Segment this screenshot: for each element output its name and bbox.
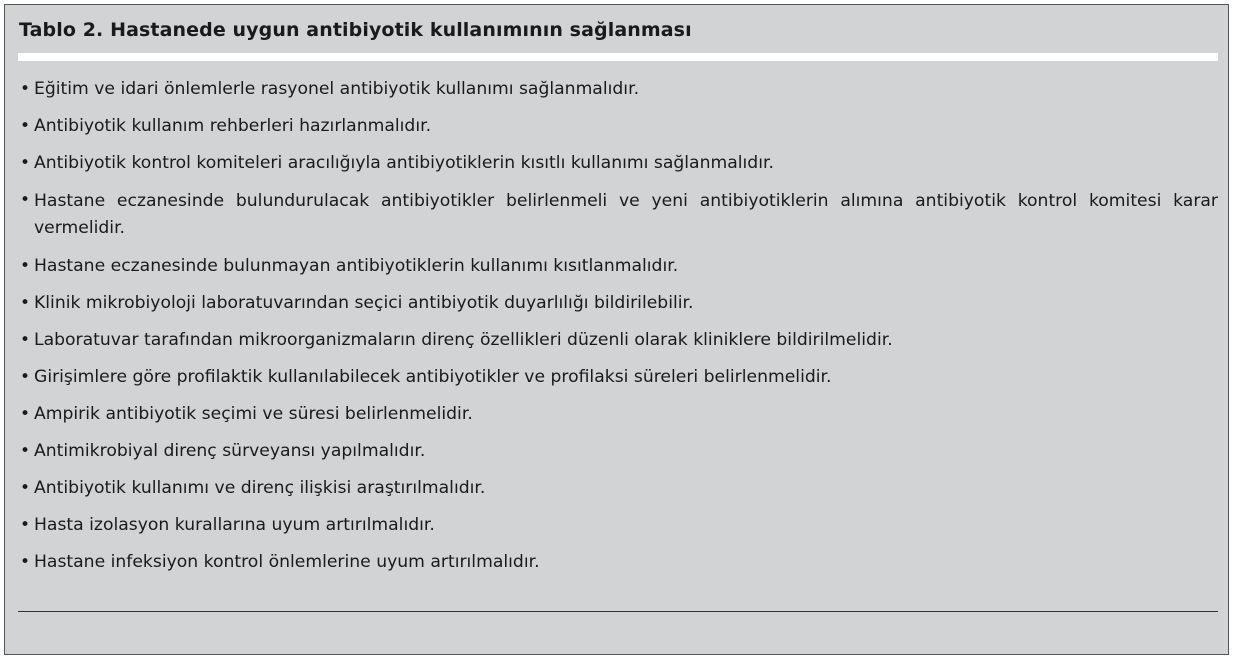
- list-item-text: Laboratuvar tarafından mikroorganizmaların direnç özellikleri düzenli olarak kliniklere bildirilmelidir.: [34, 330, 893, 350]
- list-item: [20, 365, 1218, 390]
- list-item-text: Girişimlere göre profilaktik kullanılabilecek antibiyotikler ve profilaksi süreleri belirlenmelidir.: [34, 367, 832, 387]
- list-item-text: Antibiyotik kullanımı ve direnç ilişkisi araştırılmalıdır.: [34, 478, 486, 498]
- list-item-text: Ampirik antibiyotik seçimi ve süresi belirlenmelidir.: [34, 404, 473, 424]
- bullet-icon: •: [20, 552, 31, 572]
- bottom-divider: [18, 611, 1218, 612]
- list-item-text: Antibiyotik kullanım rehberleri hazırlanmalıdır.: [34, 116, 432, 136]
- bullet-icon: •: [20, 116, 31, 136]
- list-item-text: Antimikrobiyal direnç sürveyansı yapılmalıdır.: [34, 441, 426, 461]
- list-item-text: Hastane infeksiyon kontrol önlemlerine uyum artırılmalıdır.: [34, 552, 540, 572]
- table-title: Tablo 2. Hastanede uygun antibiyotik kullanımının sağlanması: [19, 19, 692, 41]
- list-item: [20, 77, 1218, 102]
- bullet-icon: •: [20, 153, 31, 173]
- list-item: [20, 254, 1218, 279]
- bullet-icon: •: [20, 256, 31, 276]
- list-item: [20, 513, 1218, 538]
- recommendation-list: [20, 77, 1218, 587]
- list-item: [20, 550, 1218, 575]
- list-item: [20, 291, 1218, 316]
- list-item-text: Hastane eczanesinde bulunmayan antibiyotiklerin kullanımı kısıtlanmalıdır.: [34, 256, 679, 276]
- list-item-text: Antibiyotik kontrol komiteleri aracılığıyla antibiyotiklerin kısıtlı kullanımı sağlanmalıdır.: [34, 153, 774, 173]
- bullet-icon: •: [20, 330, 31, 350]
- bullet-icon: •: [20, 293, 31, 313]
- table-box: [4, 4, 1229, 655]
- list-item-text: Eğitim ve idari önlemlerle rasyonel antibiyotik kullanımı sağlanmalıdır.: [34, 79, 640, 99]
- bullet-icon: •: [20, 367, 31, 387]
- list-item: [20, 328, 1218, 353]
- bullet-icon: •: [20, 79, 31, 99]
- list-item-text: Klinik mikrobiyoloji laboratuvarından seçici antibiyotik duyarlılığı bildirilebilir.: [34, 293, 694, 313]
- bullet-icon: •: [20, 404, 31, 424]
- title-divider: [18, 53, 1218, 61]
- bullet-icon: •: [20, 515, 31, 535]
- bullet-icon: •: [20, 441, 31, 461]
- list-item: [20, 402, 1218, 427]
- bullet-icon: •: [20, 190, 31, 210]
- list-item: [20, 188, 1218, 242]
- list-item: [20, 476, 1218, 501]
- bullet-icon: •: [20, 478, 31, 498]
- list-item-text: Hastane eczanesinde bulundurulacak antibiyotikler belirlenmeli ve yeni antibiyotiklerin alımına antibiyotik kontrol komitesi karar vermelidir.: [34, 191, 1218, 238]
- list-item: [20, 439, 1218, 464]
- list-item: [20, 151, 1218, 176]
- list-item-text: Hasta izolasyon kurallarına uyum artırılmalıdır.: [34, 515, 435, 535]
- list-item: [20, 114, 1218, 139]
